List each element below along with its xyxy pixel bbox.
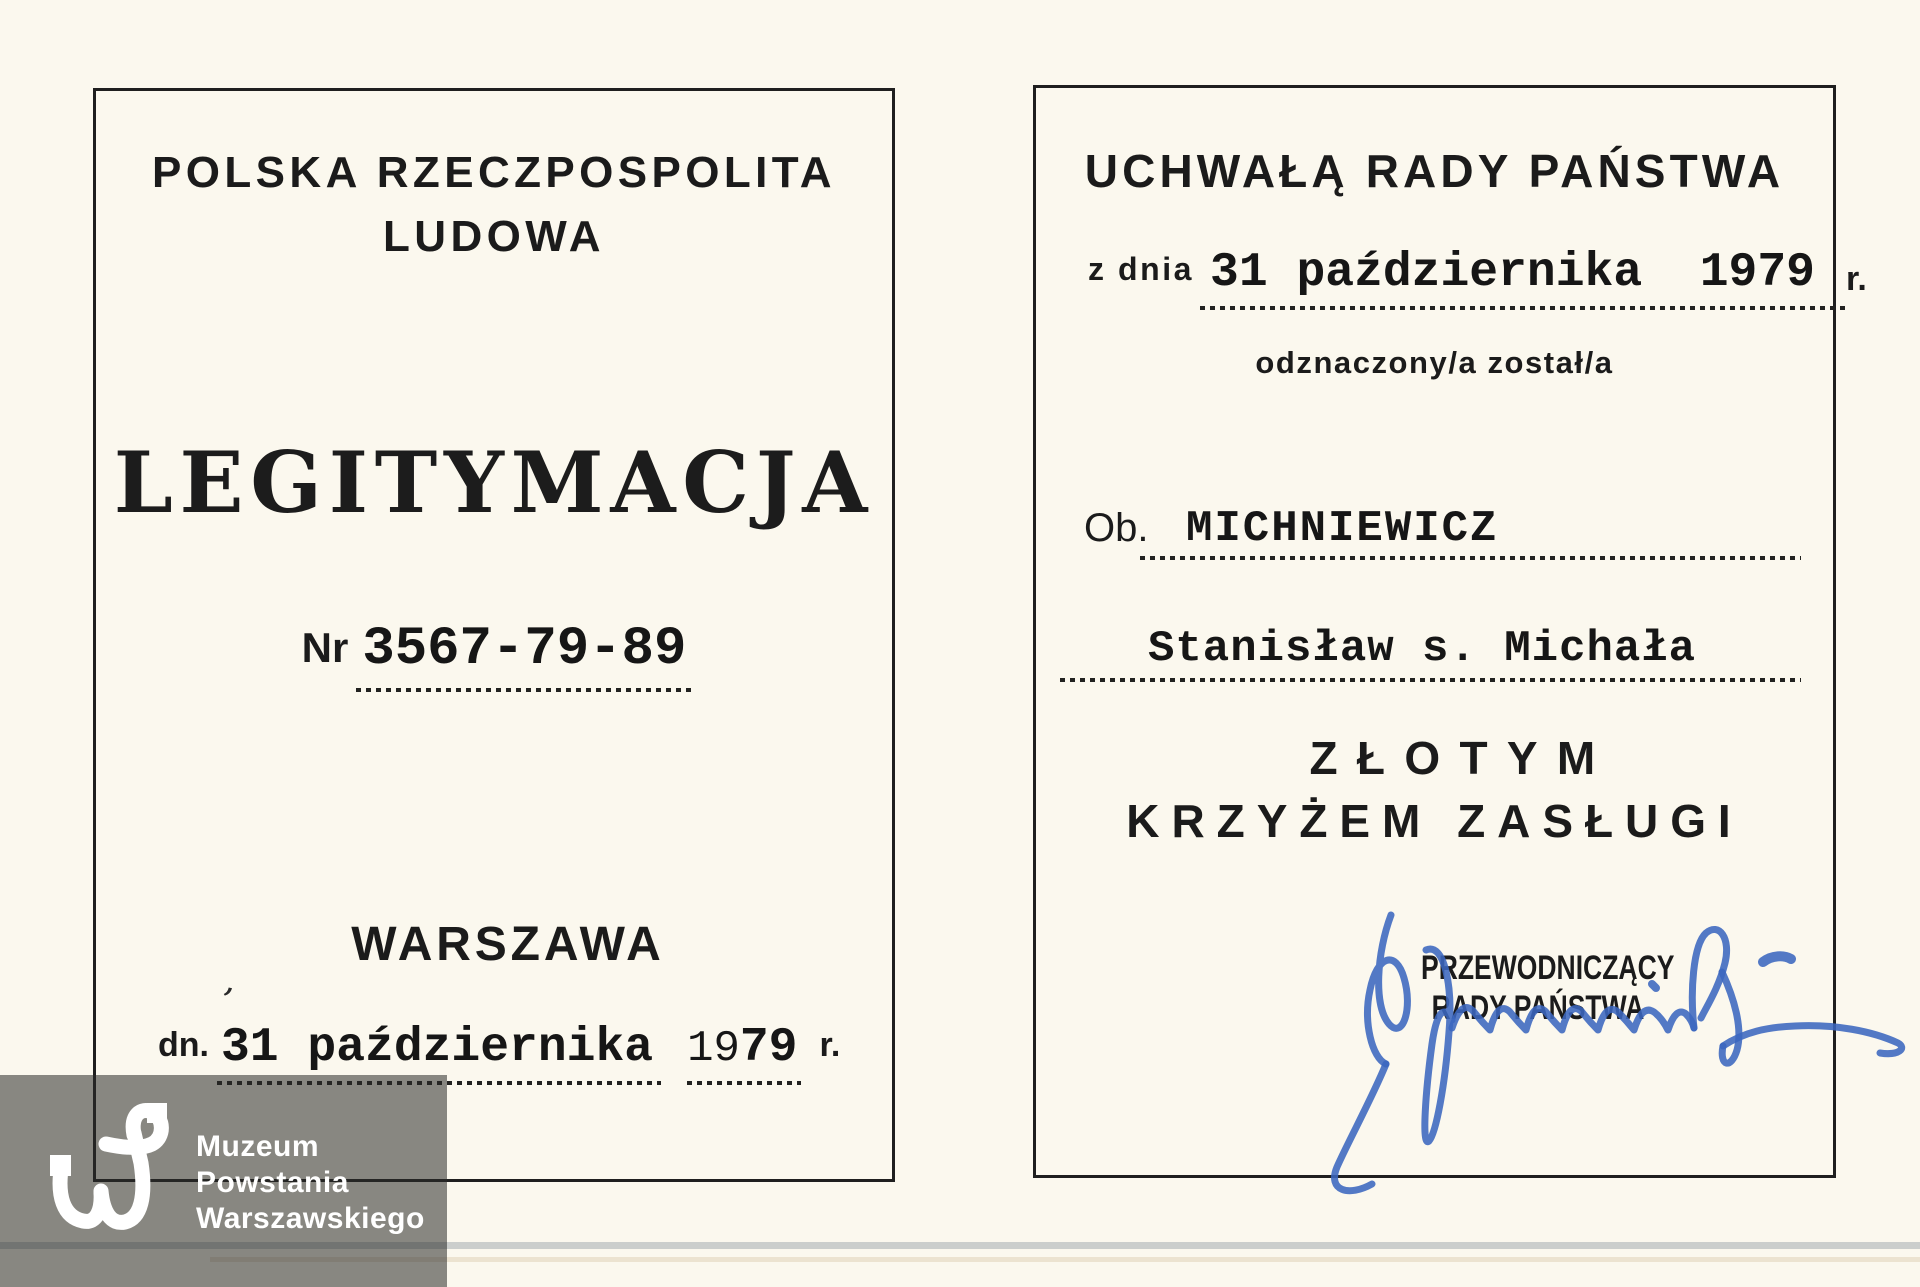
date-suffix-label: r. [819,1026,841,1064]
surname-dotted-line [1140,556,1801,560]
stray-comma-mark: , [221,959,243,1002]
museum-name [196,1129,425,1237]
citizen-label: Ob. [1084,506,1149,550]
left-page [93,88,895,1182]
resolution-date-dotted-line [1200,306,1845,310]
number-value: 3567-79-89 [362,619,687,680]
year-printed: 19 [687,1024,740,1074]
resolution-date-typed: 31 października 1979 [1210,246,1815,300]
council-heading: UCHWAŁĄ RADY PAŃSTWA [1084,145,1785,197]
resolution-date-field [1210,246,1815,300]
country-name-line2: LUDOWA [383,212,605,261]
resolution-date-row [1088,246,1815,300]
year-typed: 79 [739,1021,798,1075]
year-dotted-line [687,1081,801,1085]
document-title: LEGITYMACJA [113,433,875,532]
museum-watermark [0,1075,447,1287]
surname-value: MICHNIEWICZ [1186,504,1499,554]
number-row [96,619,892,680]
surname-row [1036,498,1833,562]
given-names-value: Stanisław s. Michała [1148,624,1697,674]
given-names-row [1036,620,1833,684]
number-dotted-line [356,688,696,692]
city-name: WARSZAWA [351,918,665,971]
museum-name-line2: Powstania [196,1166,349,1199]
awarded-line: odznaczony/a został/a [1255,345,1614,380]
award-name-line1: ZŁOTYM [1309,732,1615,784]
country-name-line1: POLSKA RZECZPOSPOLITA [152,148,836,197]
date-prefix-label: dn. [158,1026,209,1064]
given-names-dotted-line [1060,678,1801,682]
paper-shadow-line [210,1257,1920,1262]
resolution-date-suffix: r. [1846,260,1867,298]
year-field [687,1021,797,1075]
signer-title-line2: RADY PAŃSTWA [1431,989,1645,1027]
signer-title-line1: PRZEWODNICZĄCY [1421,949,1675,987]
museum-name-line3: Warszawskiego [196,1202,425,1235]
chairman-signature [1300,895,1920,1210]
date-typed-value: 31 października [220,1021,654,1075]
kotwica-anchor-logo-icon [50,1103,170,1235]
award-name-line2: KRZYŻEM ZASŁUGI [1126,795,1743,847]
museum-name-line1: Muzeum [196,1130,319,1163]
resolution-date-prefix: z dnia [1088,251,1195,287]
number-label: Nr [301,624,349,671]
issue-date-row [158,1021,840,1075]
date-typed-field [221,1021,653,1075]
number-field [362,619,686,680]
